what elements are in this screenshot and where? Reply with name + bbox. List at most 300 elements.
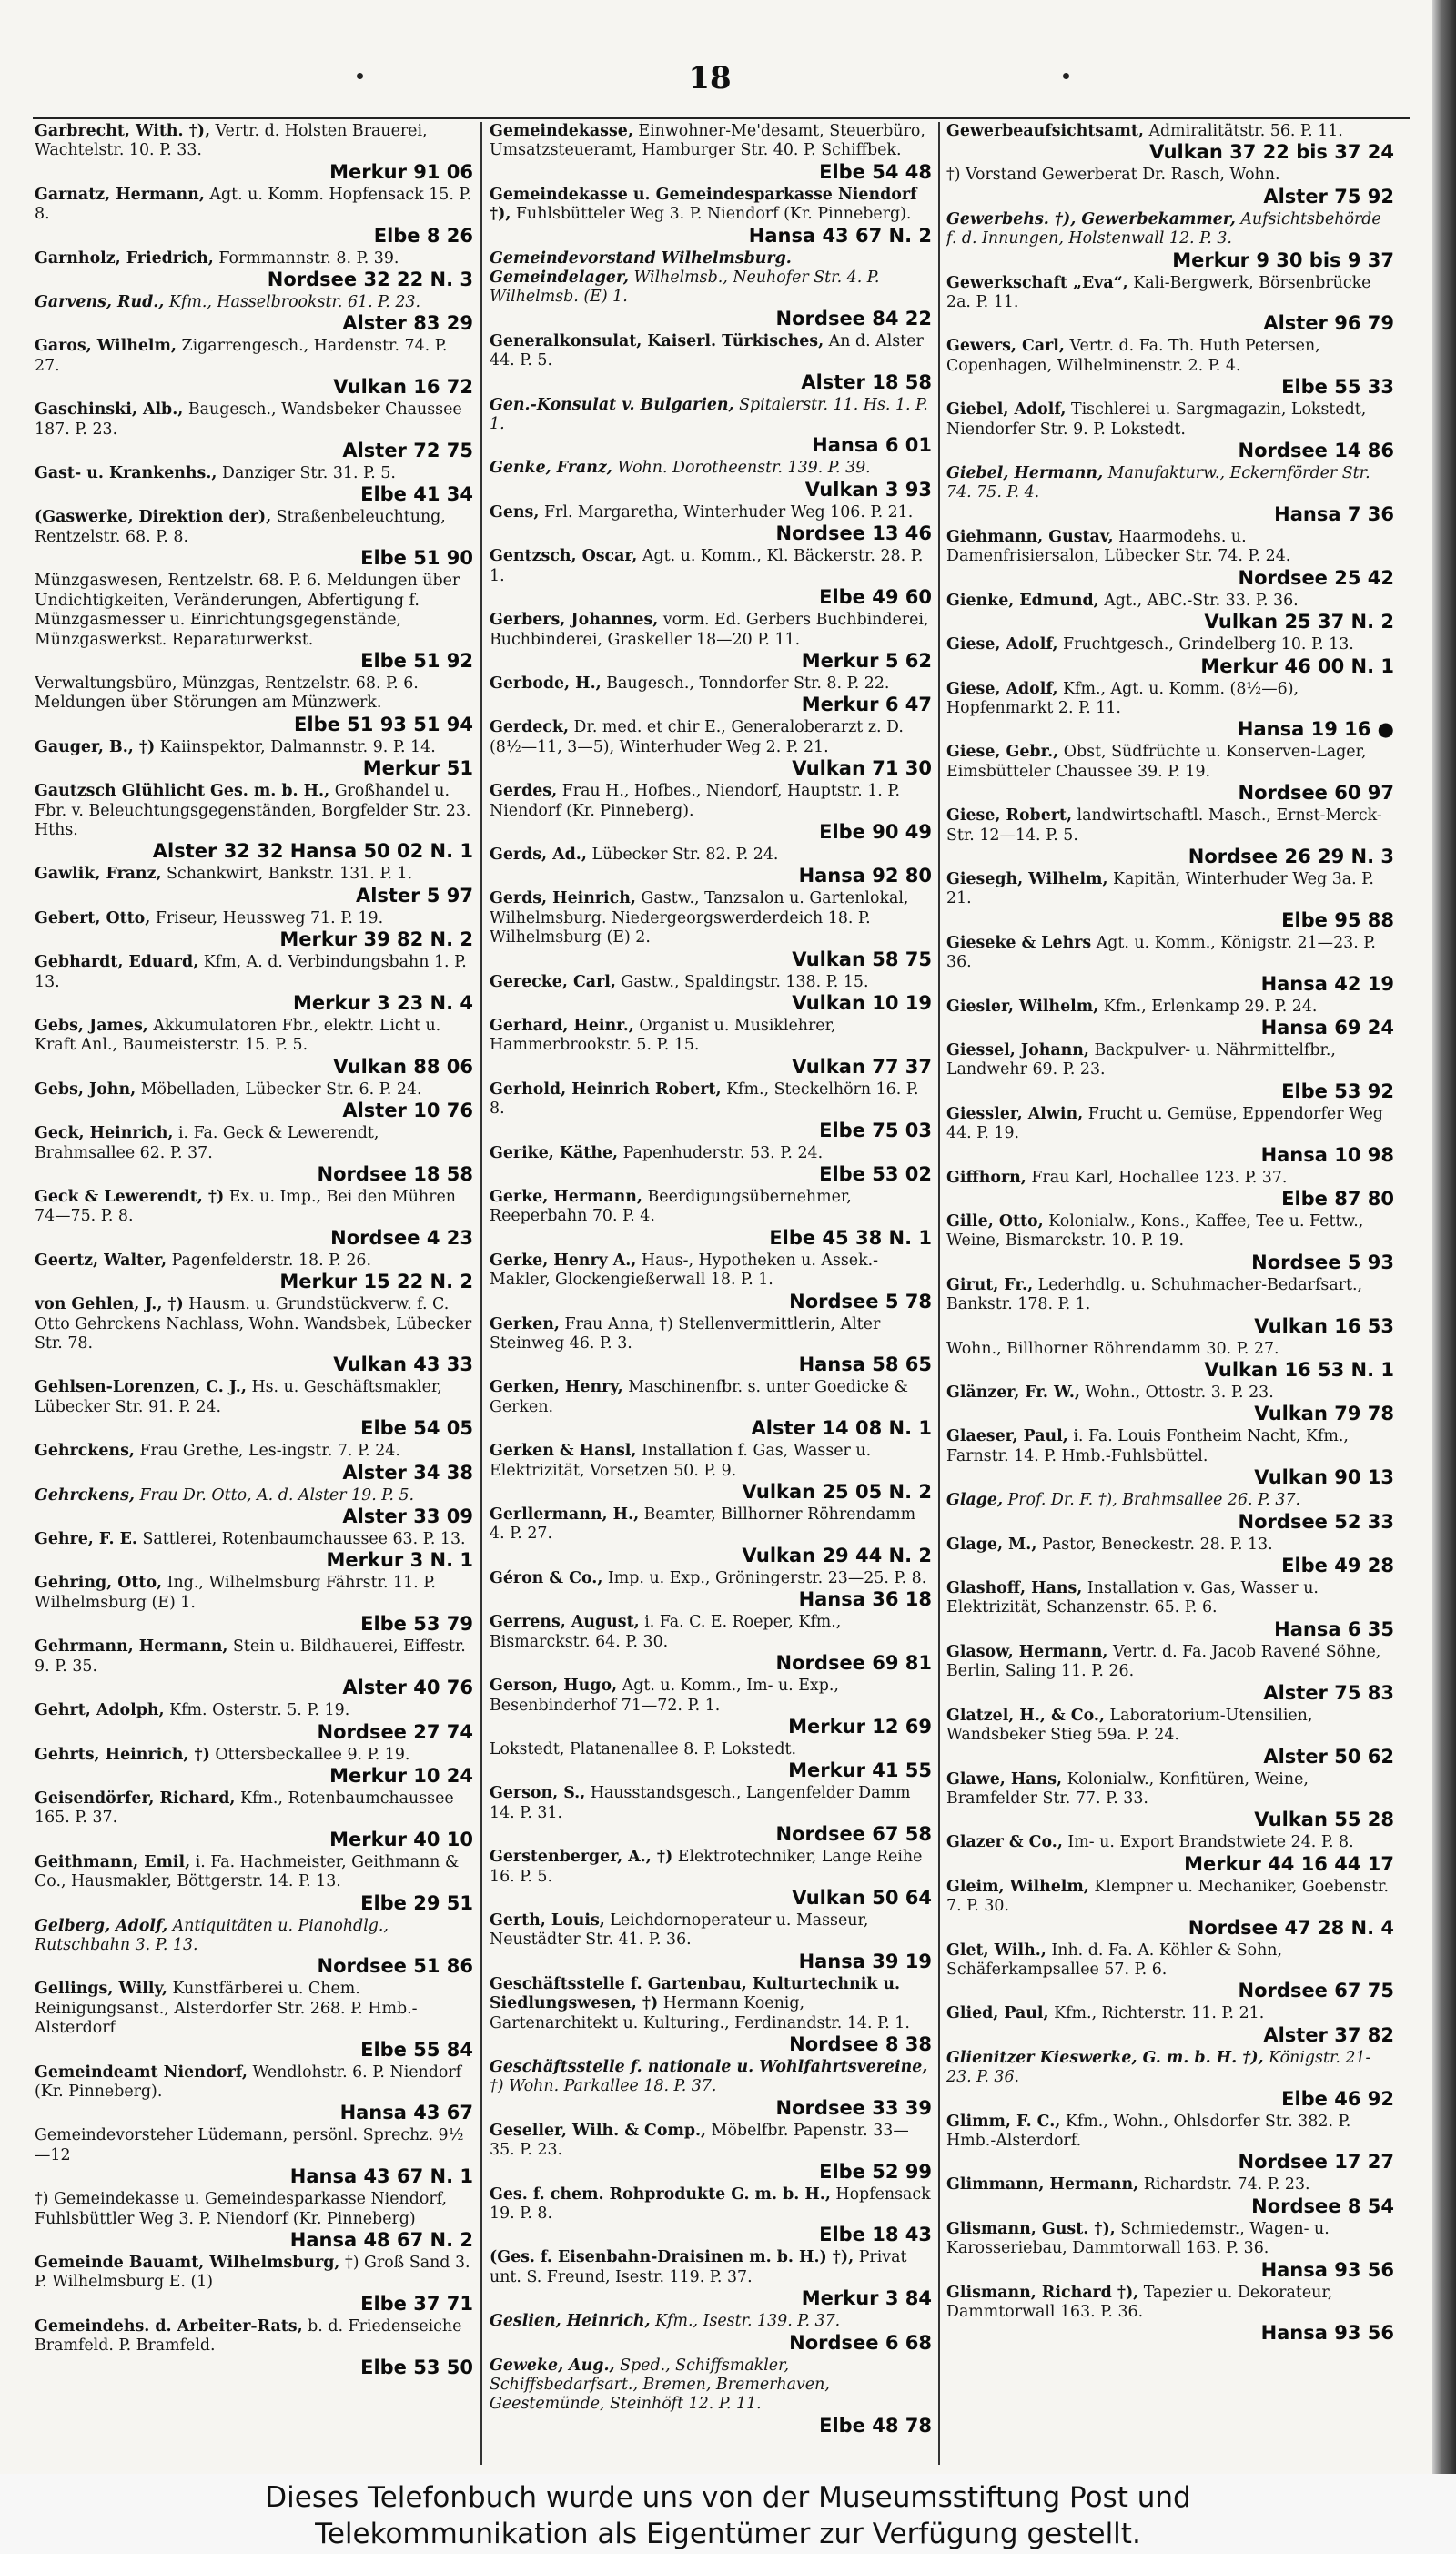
phone-number: Hansa 43 67 N. 1 (289, 2165, 473, 2188)
phone-number: Nordsee 47 28 N. 4 (1188, 1916, 1394, 1939)
entry-text (35, 1124, 473, 1163)
entry-text (490, 2058, 932, 2097)
entry-name: Giese, Gebr., (946, 743, 1059, 762)
entry-text (35, 1295, 473, 1353)
entry-details: Inh. d. Fa. A. Köhler & Sohn, Schäferkampsallee 57. P. 6. (946, 1941, 1283, 1979)
entry-details: Imp. u. Exp., Gröningerstr. 23—25. P. 8. (607, 1568, 927, 1587)
phone-number: Nordsee 17 27 (1238, 2151, 1394, 2174)
phone-number: Alster 5 97 (355, 884, 473, 907)
entry-details: †) Vorstand Gewerberat Dr. Rasch, Wohn. (946, 166, 1280, 185)
entry-details: Hausm. u. Grundstückverw. f. C. Otto Gehrckens Nachlass, Wohn. Wandsbek, Lübecker Str. 78. (35, 1295, 472, 1353)
directory-entry (35, 508, 473, 569)
directory-entry (490, 1975, 932, 2055)
phone-number: Elbe 49 60 (819, 586, 932, 609)
directory-entry (490, 459, 932, 500)
entry-text (490, 1378, 932, 1417)
entry-text (490, 1315, 932, 1354)
directory-entry (490, 547, 932, 608)
entry-details: Wohn. Dorotheenstr. 139. P. 39. (617, 459, 871, 478)
phone-number: Hansa 69 24 (1260, 1016, 1394, 1039)
phone-number: Vulkan 29 44 N. 2 (742, 1544, 932, 1566)
entry-text (490, 973, 932, 992)
entry-details: Danziger Str. 31. P. 5. (222, 464, 396, 483)
phone-number: Elbe 37 71 (360, 2292, 473, 2315)
entry-details: Agt. u. Komm. Hopfensack 15. P. 8. (35, 185, 472, 224)
directory-entry (490, 1784, 932, 1845)
entry-details: Verwaltungsbüro, Münzgas, Rentzelstr. 68. P. 6. Meldungen über Störungen am Münzwerk. (35, 674, 419, 713)
entry-text (946, 1340, 1394, 1359)
entry-name: Geisendörfer, Richard, (35, 1789, 236, 1808)
entry-text (490, 459, 932, 478)
entry-text (490, 1975, 932, 2033)
scan-binding-edge (1432, 0, 1456, 2474)
directory-entry (946, 1212, 1394, 1273)
entry-name: Gehrts, Heinrich, †) (35, 1745, 210, 1764)
entry-name: Gemeindevorstand Wilhelmsburg. Gemeindelager, (490, 248, 792, 288)
entry-details: An d. Alster 44. P. 5. (490, 331, 924, 370)
directory-entry (35, 2254, 473, 2315)
phone-number: Nordsee 27 74 (317, 1720, 473, 1743)
entry-details: Elektrotechniker, Lange Reihe 16. P. 5. (490, 1848, 923, 1886)
phone-number: Merkur 44 16 44 17 (1184, 1852, 1394, 1875)
phone-number: Elbe 46 92 (1281, 2087, 1394, 2110)
entry-name: Gehrckens, (35, 1442, 135, 1461)
entry-details: Prof. Dr. F. †), Brahmsallee 26. P. 37. (1007, 1491, 1301, 1510)
phone-number: Alster 32 32 Hansa 50 02 N. 1 (152, 840, 473, 863)
directory-entry (946, 806, 1394, 867)
directory-entry (35, 2063, 473, 2124)
entry-name: Gawlik, Franz, (35, 865, 162, 884)
directory-entry (490, 1505, 932, 1566)
directory-entry (35, 122, 473, 183)
directory-entry (946, 1340, 1394, 1381)
directory-entry (490, 1848, 932, 1909)
entry-text (946, 2113, 1394, 2152)
entry-details: Obst, Südfrüchte u. Konserven-Lager, Eimsbütteler Chaussee 39. P. 19. (946, 743, 1367, 781)
entry-name: von Gehlen, J., †) (35, 1295, 184, 1314)
entry-details: Sped., Schiffsmakler, Schiffsbedarfsart., Bremen, Bremerhaven, Geestemünde, Steinhöft 12. P. 11. (490, 2356, 830, 2414)
directory-entry (35, 1080, 473, 1121)
directory-entry (35, 782, 473, 862)
entry-text (490, 1911, 932, 1951)
directory-entry (946, 680, 1394, 741)
phone-number: Elbe 45 38 N. 1 (769, 1226, 932, 1249)
entry-text (946, 1579, 1394, 1618)
entry-text (35, 674, 473, 714)
entry-text (946, 400, 1394, 440)
entry-text (946, 1770, 1394, 1809)
entry-details: Großhandel u. Fbr. v. Beleuchtungsgegenständen, Borgfelder Str. 23. Hths. (35, 782, 471, 839)
entry-text (35, 953, 473, 992)
phone-number: Merkur 12 69 (788, 1715, 932, 1738)
column-divider-1 (480, 122, 482, 2465)
entry-details: i. Fa. Louis Fontheim Nacht, Kfm., Farnstr. 14. P. Hmb.-Fuhlsbüttel. (946, 1427, 1349, 1465)
entry-text (35, 400, 473, 440)
phone-number: Nordsee 25 42 (1238, 566, 1394, 589)
phone-number: Alster 72 75 (342, 440, 473, 462)
directory-entry (490, 718, 932, 779)
entry-name: Gauger, B., †) (35, 737, 156, 756)
entry-name: Giese, Adolf, (946, 635, 1058, 654)
column-3 (946, 122, 1394, 2465)
entry-text (946, 337, 1394, 376)
entry-details: Stein u. Bildhauerei, Eiffestr. 9. P. 35. (35, 1637, 466, 1676)
entry-details: Haarmodehs. u. Damenfrisiersalon, Lübecker Str. 74. P. 24. (946, 527, 1291, 566)
entry-details: b. d. Friedenseiche Bramfeld. P. Bramfeld. (35, 2316, 462, 2356)
directory-entry (490, 1378, 932, 1439)
directory-entry (35, 249, 473, 290)
phone-number: Merkur 39 82 N. 2 (279, 928, 473, 951)
entry-name: Gerbers, Johannes, (490, 611, 659, 630)
entry-text (946, 1941, 1394, 1981)
entry-text (35, 1017, 473, 1056)
directory-entry (946, 998, 1394, 1039)
entry-text (490, 2122, 932, 2161)
entry-text (946, 210, 1394, 249)
entry-name: Gaschinski, Alb., (35, 400, 184, 420)
entry-name: Genke, Franz, (490, 459, 612, 478)
phone-number: Hansa 48 67 N. 2 (289, 2229, 473, 2251)
directory-entry (946, 2175, 1394, 2216)
phone-number: Vulkan 88 06 (333, 1055, 473, 1078)
phone-number: Merkur 6 47 (801, 694, 932, 716)
entry-name: Gellings, Willy, (35, 1980, 167, 1999)
entry-text (946, 806, 1394, 846)
directory-entry (35, 865, 473, 906)
entry-details: Beerdigungsübernehmer, Reeperbahn 70. P. 4. (490, 1188, 852, 1226)
entry-text (946, 1491, 1394, 1510)
directory-entry (490, 2248, 932, 2309)
directory-entry (946, 2284, 1394, 2345)
entry-text (946, 934, 1394, 973)
phone-number: Alster 10 76 (342, 1100, 473, 1122)
directory-entry (35, 1637, 473, 1698)
phone-number: Hansa 36 18 (798, 1588, 932, 1611)
directory-entry (490, 846, 932, 887)
phone-number: Vulkan 50 64 (792, 1886, 932, 1909)
directory-entry (490, 2122, 932, 2183)
phone-number: Elbe 75 03 (819, 1119, 932, 1141)
directory-entry (35, 186, 473, 247)
entry-text (946, 122, 1394, 141)
directory-entry (490, 1569, 932, 1610)
entry-name: Gerllermann, H., (490, 1505, 640, 1525)
phone-number: Nordsee 6 68 (789, 2331, 932, 2354)
entry-text (490, 1740, 932, 1759)
entry-text (946, 2175, 1394, 2194)
entry-details: Kfm., Wohn., Ohlsdorfer Str. 382. P. Hmb.-Alsterdorf. (946, 2112, 1351, 2150)
entry-text (946, 464, 1394, 503)
phone-number: Merkur 51 (362, 757, 473, 780)
phone-number: Nordsee 67 58 (775, 1823, 932, 1846)
column-2 (490, 122, 932, 2465)
phone-number: Vulkan 77 37 (792, 1055, 932, 1078)
directory-entry (946, 1707, 1394, 1768)
entry-details: Gemeindevorsteher Lüdemann, persönl. Sprechz. 9½—12 (35, 2126, 464, 2164)
directory-entry (35, 337, 473, 398)
entry-details: Kolonialw., Kons., Kaffee, Tee u. Fettw., Weine, Bismarckstr. 10. P. 19. (946, 1212, 1364, 1251)
entry-details: †) Gemeindekasse u. Gemeindesparkasse Niendorf, Fuhlsbüttler Weg 3. P. Niendorf (Kr. Pinneberg) (35, 2190, 447, 2228)
entry-details: Hs. u. Geschäftsmakler, Lübecker Str. 91. P. 24. (35, 1378, 442, 1416)
entry-details: Installation f. Gas, Wasser u. Elektrizität, Vorsetzen 50. P. 9. (490, 1442, 872, 1480)
entry-text (490, 846, 932, 865)
directory-entry (490, 1613, 932, 1674)
entry-details: Fuhlsbütteler Weg 3. P. Niendorf (Kr. Pinneberg). (515, 205, 912, 224)
entry-text (35, 1574, 473, 1613)
entry-details: Kfm., Agt. u. Komm. (8½—6), Hopfenmarkt 2. P. 11. (946, 679, 1299, 717)
entry-name: Giehmann, Gustav, (946, 527, 1114, 546)
entry-text (946, 1707, 1394, 1746)
entry-details: Installation v. Gas, Wasser u. Elektrizität, Schanzenstr. 65. P. 6. (946, 1579, 1319, 1617)
entry-name: Ges. f. chem. Rohprodukte G. m. b. H., (490, 2184, 831, 2204)
column-divider-2 (938, 122, 940, 2465)
directory-entry (490, 889, 932, 969)
entry-text (490, 547, 932, 586)
entry-name: Gerson, S., (490, 1784, 586, 1803)
directory-entry (946, 1105, 1394, 1166)
phone-number: Nordsee 33 39 (775, 2096, 932, 2119)
entry-name: Gemeindeamt Niendorf, (35, 2062, 248, 2082)
phone-number: Hansa 93 56 (1260, 2322, 1394, 2345)
entry-details: Beamter, Billhorner Röhrendamm 4. P. 27. (490, 1505, 916, 1544)
entry-name: Gerke, Hermann, (490, 1188, 642, 1206)
directory-entry (35, 2317, 473, 2378)
directory-entry (35, 1746, 473, 1787)
phone-number: Elbe 53 79 (360, 1613, 473, 1636)
entry-text (946, 870, 1394, 909)
entry-text (35, 738, 473, 757)
directory-entry (35, 953, 473, 1014)
entry-details: Gastw., Tanzsalon u. Gartenlokal, Wilhelmsburg. Niedergeorgswerderdeich 18. P. Wilhelmsburg (E) 2. (490, 889, 909, 948)
entry-text (490, 503, 932, 522)
phone-number: Elbe 29 51 (360, 1891, 473, 1914)
entry-name: Giese, Adolf, (946, 679, 1058, 698)
directory-entry (946, 592, 1394, 633)
entry-name: Glatzel, H., & Co., (946, 1706, 1106, 1725)
entry-text (946, 1383, 1394, 1403)
entry-details: Kolonialw., Konfitüren, Weine, Bramfelder Str. 77. P. 33. (946, 1769, 1309, 1808)
entry-text (490, 1442, 932, 1481)
directory-entry (946, 464, 1394, 525)
entry-text (35, 1637, 473, 1677)
entry-text (490, 782, 932, 821)
phone-number: Vulkan 25 05 N. 2 (742, 1481, 932, 1504)
entry-text (946, 274, 1394, 313)
entry-details: Kfm., Erlenkamp 29. P. 24. (1103, 997, 1318, 1016)
entry-details: Zigarrengesch., Hardenstr. 74. P. 27. (35, 337, 448, 375)
entry-name: Gerecke, Carl, (490, 972, 616, 991)
phone-number: Elbe 18 43 (819, 2224, 932, 2246)
entry-text (946, 1169, 1394, 1188)
directory-entry (946, 1643, 1394, 1704)
entry-text (490, 2312, 932, 2331)
phone-number: Vulkan 79 78 (1254, 1403, 1394, 1425)
entry-details: Straßenbeleuchtung, Rentzelstr. 68. P. 8. (35, 508, 446, 546)
entry-details: Münzgaswesen, Rentzelstr. 68. P. 6. Meldungen über Undichtigkeiten, Veränderungen, Abfertigung f. Münzgasmesser u. Einrichtungsgegenstände, Münzgaswerkst. Reparaturwerkst. (35, 572, 460, 649)
entry-name: Giessler, Alwin, (946, 1104, 1084, 1123)
directory-entry (946, 743, 1394, 804)
phone-number: Alster 14 08 N. 1 (751, 1417, 932, 1440)
entry-details: Sattlerei, Rotenbaumchaussee 63. P. 13. (142, 1530, 466, 1549)
entry-text (35, 2063, 473, 2103)
entry-name: Gerken, (490, 1314, 560, 1333)
entry-name: (Ges. f. Eisenbahn-Draisinen m. b. H.) †), (490, 2248, 854, 2267)
phone-number: Alster 83 29 (342, 312, 473, 335)
entry-name: Gemeindekasse u. Gemeindesparkasse Niendorf †), (490, 185, 917, 224)
directory-entry (490, 1080, 932, 1141)
phone-number: Merkur 3 84 (801, 2287, 932, 2310)
entry-name: Gebs, James, (35, 1016, 148, 1035)
entry-details: Papenhuderstr. 53. P. 24. (622, 1143, 824, 1162)
entry-name: Geertz, Walter, (35, 1251, 167, 1270)
entry-details: Frau Grethe, Les-ingstr. 7. P. 24. (139, 1442, 400, 1461)
entry-name: Gebert, Otto, (35, 908, 151, 927)
entry-name: Giebel, Hermann, (946, 464, 1104, 483)
entry-details: Kali-Bergwerk, Börsenbrücke 2a. P. 11. (946, 273, 1371, 312)
phone-number: Vulkan 71 30 (792, 757, 932, 780)
phone-number: Hansa 42 19 (1260, 972, 1394, 995)
entry-details: Kfm., Steckelhörn 16. P. 8. (490, 1079, 919, 1119)
entry-details: Organist u. Musiklehrer, Hammerbrookstr. 5. P. 15. (490, 1016, 836, 1055)
phone-number: Alster 34 38 (342, 1461, 473, 1484)
phone-number: Vulkan 10 19 (792, 991, 932, 1014)
directory-entry (490, 1017, 932, 1078)
entry-text (946, 1041, 1394, 1080)
entry-name: Gemeindekasse, (490, 122, 633, 140)
phone-number: Elbe 53 02 (819, 1163, 932, 1185)
directory-entry (946, 2220, 1394, 2281)
entry-text (35, 122, 473, 161)
directory-entry (490, 2058, 932, 2119)
entry-text (35, 1789, 473, 1829)
entry-details: Kfm., Rotenbaumchaussee 165. P. 37. (35, 1789, 454, 1828)
entry-text (490, 1848, 932, 1887)
entry-name: Gens, (490, 502, 540, 522)
entry-name: Gentzsch, Oscar, (490, 547, 638, 566)
directory-entry (490, 1442, 932, 1503)
phone-number: Hansa 6 01 (812, 434, 932, 457)
phone-number: Elbe 55 84 (360, 2038, 473, 2061)
phone-number: Alster 75 83 (1263, 1681, 1394, 1704)
entry-name: Gewerbeaufsichtsamt, (946, 122, 1144, 140)
directory-entry (35, 2190, 473, 2251)
phone-number: Elbe 87 80 (1281, 1188, 1394, 1210)
entry-details: Wilhelmsb., Neuhofer Str. 4. P. Wilhelmsb. (E) 1. (490, 269, 880, 307)
entry-name: Gieseke & Lehrs (946, 933, 1092, 952)
page-number: 18 (688, 60, 732, 96)
entry-text (490, 674, 932, 694)
directory-entry (490, 249, 932, 329)
phone-number: Elbe 41 34 (360, 483, 473, 506)
entry-details: Königstr. 21-23. P. 36. (946, 2048, 1371, 2087)
entry-text (490, 1784, 932, 1823)
directory-entry (35, 1188, 473, 1249)
phone-number: Merkur 15 22 N. 2 (279, 1271, 473, 1293)
entry-text (35, 1080, 473, 1100)
entry-text (946, 1643, 1394, 1682)
entry-name: Gienke, Edmund, (946, 591, 1099, 610)
directory-entry (35, 400, 473, 461)
phone-number: Elbe 52 99 (819, 2160, 932, 2183)
entry-text (946, 592, 1394, 611)
entry-name: Gerken & Hansl, (490, 1442, 637, 1461)
entry-name: Glage, M., (946, 1535, 1037, 1554)
entry-name: Gebs, John, (35, 1079, 136, 1099)
entry-name: Gebhardt, Eduard, (35, 953, 199, 972)
entry-details: i. Fa. C. E. Roeper, Kfm., Bismarckstr. 64. P. 30. (490, 1613, 842, 1651)
entry-name: Glasow, Hermann, (946, 1642, 1108, 1661)
entry-details: Im- u. Export Brandstwiete 24. P. 8. (1067, 1833, 1354, 1852)
phone-number: Vulkan 16 72 (333, 376, 473, 399)
entry-name: Glazer & Co., (946, 1833, 1063, 1852)
entry-details: Spitalerstr. 11. Hs. 1. P. 1. (490, 395, 928, 434)
entry-text (946, 635, 1394, 654)
directory-entry (946, 934, 1394, 995)
entry-details: Frucht u. Gemüse, Eppendorfer Weg 44. P. 19. (946, 1104, 1383, 1143)
entry-name: Giebel, Adolf, (946, 400, 1067, 420)
entry-details: i. Fa. Geck & Lewerendt, Brahmsallee 62. P. 37. (35, 1124, 379, 1162)
phone-number: Hansa 92 80 (798, 865, 932, 887)
entry-details: Tapezier u. Dekorateur, Dammtorwall 163. P. 36. (946, 2283, 1333, 2321)
entry-details: Frau H., Hofbes., Niendorf, Hauptstr. 1. P. Niendorf (Kr. Pinneberg). (490, 782, 901, 820)
entry-details: Schankwirt, Bankstr. 131. P. 1. (167, 865, 413, 884)
directory-entry (946, 1041, 1394, 1102)
directory-entry (490, 396, 932, 457)
entry-name: Glienitzer Kieswerke, G. m. b. H. †), (946, 2048, 1264, 2067)
entry-details: Fruchtgesch., Grindelberg 10. P. 13. (1063, 635, 1354, 654)
phone-number: Merkur 40 10 (329, 1828, 473, 1850)
directory-entry (946, 337, 1394, 398)
entry-text (946, 2284, 1394, 2323)
entry-name: Garvens, Rud., (35, 293, 165, 312)
entry-text (35, 1486, 473, 1505)
phone-number: Nordsee 26 29 N. 3 (1188, 845, 1394, 867)
phone-number: Merkur 3 23 N. 4 (292, 991, 473, 1014)
phone-number: Vulkan 90 13 (1254, 1466, 1394, 1489)
entry-details: †) Wohn. Parkallee 18. P. 37. (490, 2077, 717, 2096)
entry-name: Gewerkschaft „Eva“, (946, 273, 1128, 292)
entry-details: Vertr. d. Fa. Th. Huth Petersen, Copenhagen, Wilhelminenstr. 2. P. 4. (946, 337, 1320, 375)
phone-number: Elbe 48 78 (819, 2414, 932, 2437)
entry-text (490, 1505, 932, 1545)
entry-name: Gehrt, Adolph, (35, 1701, 165, 1720)
entry-text (946, 1105, 1394, 1144)
entry-text (490, 1080, 932, 1120)
entry-name: Garnatz, Hermann, (35, 185, 205, 204)
phone-number: Elbe 90 49 (819, 820, 932, 843)
directory-entry (946, 1491, 1394, 1532)
entry-text (490, 611, 932, 650)
entry-details: Kfm., Hasselbrookstr. 61. P. 23. (168, 293, 421, 312)
phone-number: Elbe 51 92 (360, 649, 473, 672)
entry-text (35, 1442, 473, 1461)
entry-name: Gehrckens, (35, 1485, 135, 1505)
directory-entry (490, 1740, 932, 1781)
entry-name: Gerson, Hugo, (490, 1677, 618, 1696)
entry-text (35, 186, 473, 225)
phone-number: Merkur 5 62 (801, 649, 932, 672)
phone-number: Nordsee 32 22 N. 3 (267, 269, 473, 291)
entry-name: Gerstenberger, A., †) (490, 1848, 673, 1867)
entry-details: Hopfensack 19. P. 8. (490, 2184, 931, 2223)
entry-details: Kunstfärberei u. Chem. Reinigungsanst., Alsterdorfer Str. 268. P. Hmb.-Alsterdorf (35, 1980, 418, 2038)
entry-text (35, 249, 473, 269)
entry-text (35, 572, 473, 650)
entry-details: Vertr. d. Fa. Jacob Ravené Söhne, Berlin, Saling 11. P. 26. (946, 1642, 1381, 1681)
directory-entry (946, 1535, 1394, 1576)
directory-entry (35, 1252, 473, 1292)
directory-entry (946, 400, 1394, 461)
